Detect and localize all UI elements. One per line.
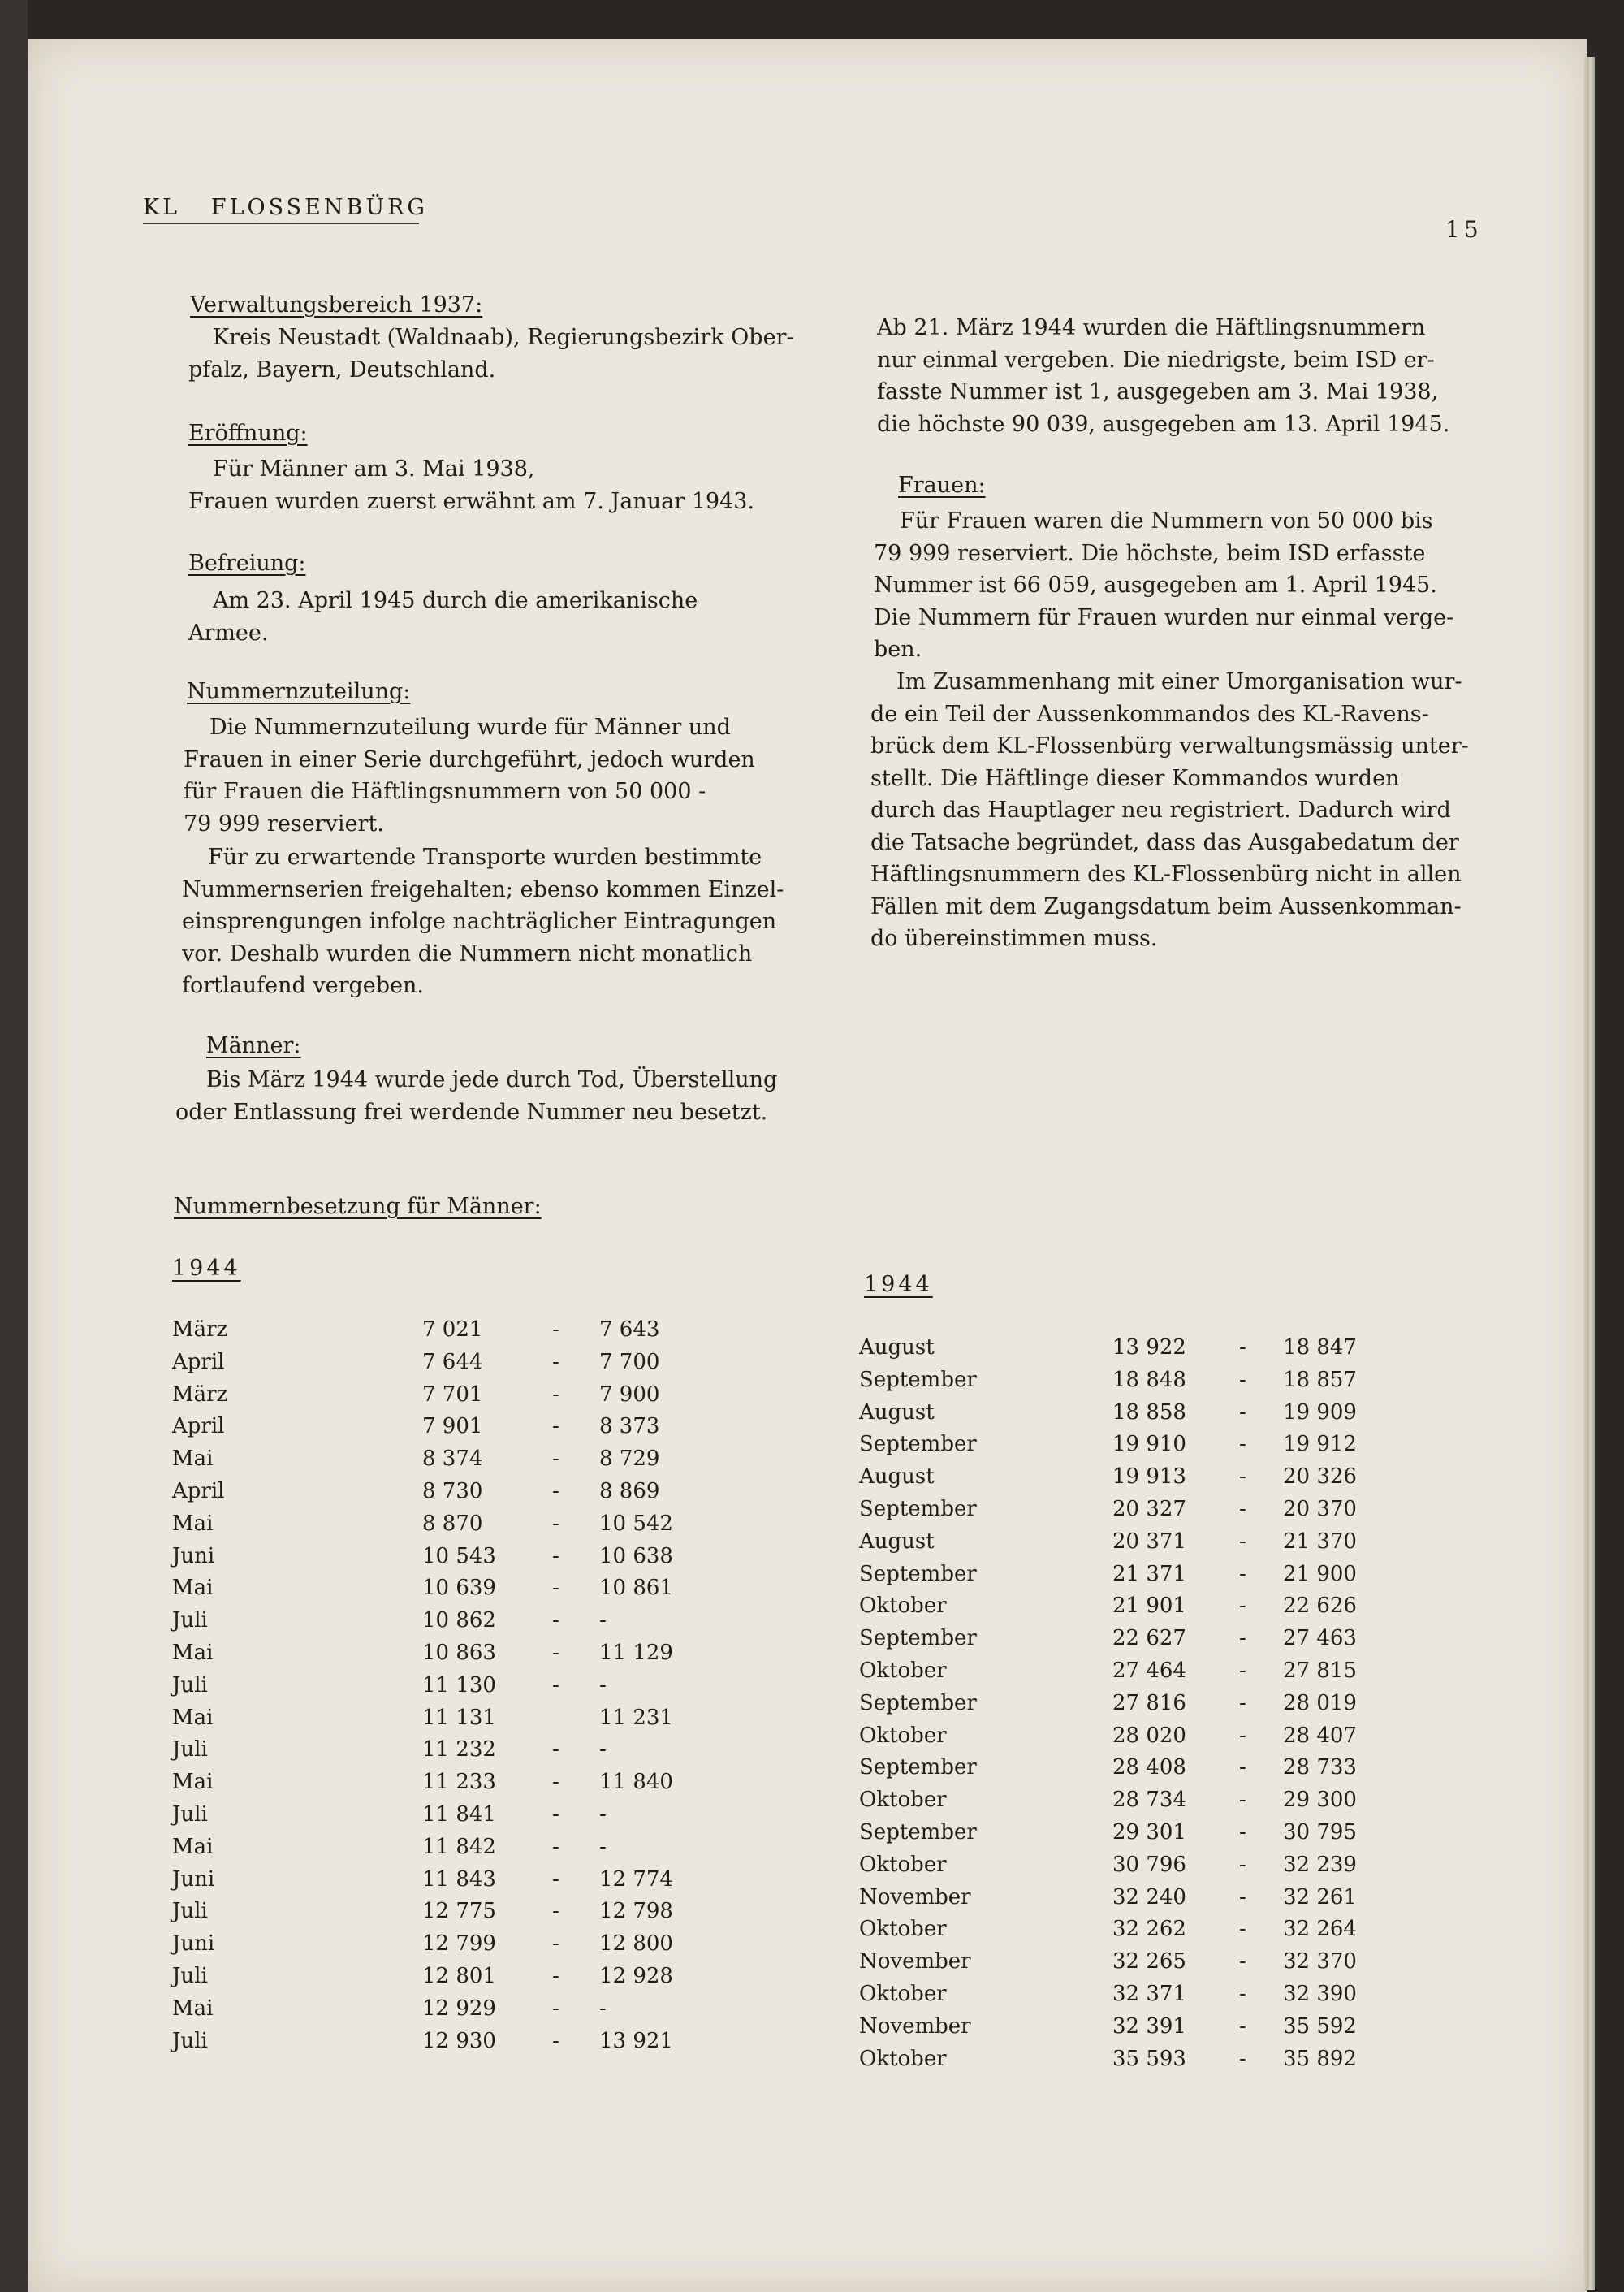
from-number-cell: 8 374 [422,1447,483,1472]
month-cell: Mai [172,1996,214,2021]
text-line: Kreis Neustadt (Waldnaab), Regierungsbezirk Ober- [213,325,794,350]
from-number-cell: 20 327 [1112,1496,1186,1521]
from-number-cell: 12 799 [422,1931,496,1957]
from-number-cell: 11 842 [422,1834,496,1859]
text-line: Bis März 1944 wurde jede durch Tod, Überstellung [206,1067,778,1092]
to-number-cell: 12 798 [599,1899,673,1924]
month-cell: Juli [172,1737,208,1762]
month-cell: März [172,1317,228,1342]
dash-cell: - [1239,1917,1246,1942]
to-number-cell: 32 370 [1283,1949,1357,1974]
from-number-cell: 8 730 [422,1478,483,1503]
text-line: Frauen wurden zuerst erwähnt am 7. Januar 1943. [188,488,755,514]
from-number-cell: 27 816 [1112,1690,1186,1715]
month-cell: März [172,1382,228,1407]
month-cell: November [859,1884,971,1909]
to-number-cell: 7 700 [599,1349,660,1374]
month-cell: August [859,1399,935,1425]
to-number-cell: 11 231 [599,1705,673,1730]
text-line: do übereinstimmen muss. [870,926,1158,951]
dash-cell: - [1239,1852,1246,1877]
text-line: Armee. [188,620,269,646]
table-row [0,1755,1543,1788]
month-cell: Oktober [859,1594,947,1619]
to-number-cell: 29 300 [1283,1788,1357,1813]
to-number-cell: 19 909 [1283,1399,1357,1425]
text-line: Für zu erwartende Transporte wurden bestimmte [208,845,762,870]
to-number-cell: 8 869 [599,1478,660,1503]
text-line: Im Zusammenhang mit einer Umorganisation wur- [896,669,1462,694]
dash-cell: - [552,1414,559,1439]
to-number-cell: - [599,1737,607,1762]
table-row [0,1658,1543,1691]
from-number-cell: 7 701 [422,1382,483,1407]
dash-cell: - [1239,2013,1246,2039]
table-row [0,1949,1543,1982]
from-number-cell: 32 240 [1112,1884,1186,1909]
from-number-cell: 11 841 [422,1801,496,1827]
month-cell: August [859,1464,935,1490]
text-line: Nummer ist 66 059, ausgegeben am 1. April 1945. [874,573,1437,598]
text-line: nur einmal vergeben. Die niedrigste, beim ISD er- [877,347,1435,373]
month-cell: November [859,1949,971,1974]
text-line: Die Nummernzuteilung wurde für Männer und [209,715,731,740]
dash-cell: - [552,1349,559,1374]
table-row [0,1464,1543,1497]
text-line: fasste Nummer ist 1, ausgegeben am 3. Mai 1938, [877,379,1439,404]
table-row [0,2047,1543,2079]
text-line: ben. [874,637,922,662]
paragraph-maenner [175,1064,777,1128]
text-line: Für Frauen waren die Nummern von 50 000 bis [900,508,1433,534]
dash-cell: - [552,1382,559,1407]
from-number-cell: 20 371 [1112,1529,1186,1554]
table-row [0,1400,1543,1433]
to-number-cell: 7 643 [599,1317,660,1342]
header-title: KL FLOSSENBÜRG [143,195,428,220]
from-number-cell: 28 020 [1112,1723,1186,1748]
to-number-cell: 22 626 [1283,1594,1357,1619]
month-cell: Juli [172,1801,208,1827]
dash-cell: - [552,1963,559,1988]
from-number-cell: 10 639 [422,1576,496,1601]
month-cell: April [172,1349,225,1374]
table-row [0,1529,1543,1562]
month-cell: Mai [172,1576,214,1601]
from-number-cell: 32 265 [1112,1949,1186,1974]
dash-cell: - [552,1834,559,1859]
dash-cell: - [1239,1884,1246,1909]
right-number-table [0,1335,1543,2078]
from-number-cell: 21 371 [1112,1561,1186,1586]
year-label-right: 1944 [864,1272,933,1297]
month-cell: September [859,1432,977,1457]
from-number-cell: 28 408 [1112,1755,1186,1780]
dash-cell: - [1239,1658,1246,1683]
month-cell: Juli [172,1963,208,1988]
dash-cell: - [1239,1432,1246,1457]
heading-befreiung: Befreiung: [188,551,306,576]
from-number-cell: 12 929 [422,1996,496,2021]
text-line: Für Männer am 3. Mai 1938, [213,456,535,482]
month-cell: Juli [172,1608,208,1633]
dash-cell: - [1239,1496,1246,1521]
month-cell: Mai [172,1447,214,1472]
to-number-cell: - [599,1834,607,1859]
dash-cell: - [552,1672,559,1697]
paragraph-frauen [874,505,1453,666]
month-cell: September [859,1561,977,1586]
dash-cell: - [1239,1626,1246,1651]
table-row [0,1335,1543,1368]
to-number-cell: 35 892 [1283,2046,1357,2071]
from-number-cell: 13 922 [1112,1335,1186,1360]
month-cell: August [859,1335,935,1360]
dash-cell: - [1239,2046,1246,2071]
table-row [0,1917,1543,1949]
dash-cell: - [1239,1464,1246,1490]
from-number-cell: 32 371 [1112,1981,1186,2006]
month-cell: Oktober [859,1852,947,1877]
month-cell: September [859,1819,977,1844]
to-number-cell: 7 900 [599,1382,660,1407]
month-cell: Oktober [859,1917,947,1942]
from-number-cell: 7 021 [422,1317,483,1342]
to-number-cell: 18 847 [1283,1335,1357,1360]
text-line: durch das Hauptlager neu registriert. Dadurch wird [870,798,1451,823]
from-number-cell: 28 734 [1112,1788,1186,1813]
to-number-cell: 28 407 [1283,1723,1357,1748]
text-line: Häftlingsnummern des KL-Flossenbürg nicht in allen [870,862,1462,887]
to-number-cell: 10 638 [599,1543,673,1568]
to-number-cell: 12 800 [599,1931,673,1957]
to-number-cell: 12 928 [599,1963,673,1988]
dash-cell: - [1239,1529,1246,1554]
dash-cell: - [552,1640,559,1665]
table-row [0,1853,1543,1885]
from-number-cell: 35 593 [1112,2046,1186,2071]
dash-cell: - [552,1801,559,1827]
month-cell: Mai [172,1770,214,1795]
from-number-cell: 30 796 [1112,1852,1186,1877]
table-row [0,1626,1543,1658]
dash-cell: - [552,1996,559,2021]
dash-cell: - [552,1576,559,1601]
text-line: Nummernserien freigehalten; ebenso kommen Einzel- [182,876,784,902]
month-cell: Oktober [859,1788,947,1813]
to-number-cell: 19 912 [1283,1432,1357,1457]
dash-cell: - [1239,1690,1246,1715]
year-label-left: 1944 [172,1256,241,1281]
text-line: die Tatsache begründet, dass das Ausgabedatum der [870,829,1459,855]
to-number-cell: 28 019 [1283,1690,1357,1715]
to-number-cell: 11 129 [599,1640,673,1665]
table-row [0,2014,1543,2047]
to-number-cell: - [599,1672,607,1697]
to-number-cell: 27 815 [1283,1658,1357,1683]
running-header [143,195,428,224]
month-cell: Oktober [859,1658,947,1683]
to-number-cell: 8 373 [599,1414,660,1439]
from-number-cell: 27 464 [1112,1658,1186,1683]
to-number-cell: - [599,1608,607,1633]
table-row [0,1368,1543,1400]
from-number-cell: 12 930 [422,2028,496,2053]
month-cell: November [859,2013,971,2039]
dash-cell: - [552,2028,559,2053]
from-number-cell: 11 232 [422,1737,496,1762]
to-number-cell: 21 370 [1283,1529,1357,1554]
to-number-cell: 32 264 [1283,1917,1357,1942]
table-row [0,1820,1543,1853]
table-row [0,1885,1543,1918]
month-cell: August [859,1529,935,1554]
from-number-cell: 19 910 [1112,1432,1186,1457]
dash-cell: - [552,1899,559,1924]
to-number-cell: 10 861 [599,1576,673,1601]
dash-cell: - [1239,1723,1246,1748]
text-line: Fällen mit dem Zugangsdatum beim Aussenkomman- [870,893,1462,919]
text-line: Frauen in einer Serie durchgeführt, jedoch wurden [184,746,755,772]
from-number-cell: 32 262 [1112,1917,1186,1942]
month-cell: Juli [172,1899,208,1924]
to-number-cell: 18 857 [1283,1367,1357,1392]
from-number-cell: 22 627 [1112,1626,1186,1651]
dash-cell: - [1239,1594,1246,1619]
heading-maenner: Männer: [206,1033,301,1058]
table-row [0,1497,1543,1529]
to-number-cell: 20 370 [1283,1496,1357,1521]
from-number-cell: 8 870 [422,1511,483,1536]
paragraph-eroeffnung [188,453,754,517]
to-number-cell: 32 239 [1283,1852,1357,1877]
paragraph-transporte [182,841,784,1002]
heading-verwaltungsbereich: Verwaltungsbereich 1937: [190,292,483,318]
to-number-cell: 13 921 [599,2028,673,2053]
table-row [0,1594,1543,1626]
table-row [0,1562,1543,1594]
dash-cell: - [552,1543,559,1568]
month-cell: Mai [172,1511,214,1536]
month-cell: Oktober [859,1981,947,2006]
dash-cell: - [552,1931,559,1957]
dash-cell: - [1239,1949,1246,1974]
dash-cell: - [552,1478,559,1503]
to-number-cell: 8 729 [599,1447,660,1472]
text-line: stellt. Die Häftlinge dieser Kommandos wurden [870,765,1400,791]
text-line: fortlaufend vergeben. [182,973,424,998]
heading-frauen: Frauen: [898,473,986,498]
page-edge [1583,57,1595,2290]
month-cell: September [859,1626,977,1651]
text-line: die höchste 90 039, ausgegeben am 13. April 1945. [877,411,1450,437]
to-number-cell: - [599,1801,607,1827]
text-line: Am 23. April 1945 durch die amerikanische [213,588,698,613]
heading-nummernzuteilung: Nummernzuteilung: [187,679,411,704]
from-number-cell: 10 862 [422,1608,496,1633]
month-cell: September [859,1755,977,1780]
month-cell: Juni [172,1931,215,1957]
text-line: 79 999 reserviert. [184,811,384,837]
dash-cell: - [552,1770,559,1795]
text-line: brück dem KL-Flossenbürg verwaltungsmässig unter- [870,733,1469,759]
from-number-cell: 21 901 [1112,1594,1186,1619]
table-row [0,1788,1543,1820]
from-number-cell: 11 131 [422,1705,496,1730]
paragraph-nummernzuteilung [184,711,755,840]
to-number-cell: 11 840 [599,1770,673,1795]
month-cell: September [859,1367,977,1392]
from-number-cell: 11 130 [422,1672,496,1697]
from-number-cell: 12 801 [422,1963,496,1988]
page-number: 15 [1445,216,1483,243]
heading-nummernbesetzung: Nummernbesetzung für Männer: [174,1194,542,1219]
to-number-cell: 21 900 [1283,1561,1357,1586]
paragraph-intro [877,312,1449,440]
heading-eroeffnung: Eröffnung: [188,421,308,446]
from-number-cell: 10 543 [422,1543,496,1568]
to-number-cell: 27 463 [1283,1626,1357,1651]
dash-cell: - [1239,1788,1246,1813]
month-cell: Juni [172,1543,215,1568]
dash-cell: - [552,1317,559,1342]
month-cell: Oktober [859,2046,947,2071]
dash-cell: - [1239,1561,1246,1586]
dash-cell: - [552,1737,559,1762]
dash-cell: - [552,1511,559,1536]
dash-cell: - [552,1447,559,1472]
text-line: für Frauen die Häftlingsnummern von 50 000 - [184,779,706,804]
month-cell: Mai [172,1640,214,1665]
paragraph-befreiung [188,585,698,649]
to-number-cell: 32 261 [1283,1884,1357,1909]
from-number-cell: 11 233 [422,1770,496,1795]
month-cell: Juli [172,1672,208,1697]
paragraph-verwaltungsbereich [188,322,794,386]
dash-cell: - [1239,1367,1246,1392]
paragraph-umorganisation [870,666,1469,955]
dash-cell: - [1239,1335,1246,1360]
dash-cell: - [552,1866,559,1892]
dash-cell: - [552,1608,559,1633]
text-line: vor. Deshalb wurden die Nummern nicht monatlich [182,941,753,967]
dash-cell: - [1239,1755,1246,1780]
from-number-cell: 32 391 [1112,2013,1186,2039]
from-number-cell: 7 644 [422,1349,483,1374]
text-line: einsprengungen infolge nachträglicher Eintragungen [182,909,777,934]
month-cell: Oktober [859,1723,947,1748]
from-number-cell: 29 301 [1112,1819,1186,1844]
from-number-cell: 18 848 [1112,1367,1186,1392]
from-number-cell: 11 843 [422,1866,496,1892]
table-row [0,1982,1543,2014]
to-number-cell: 35 592 [1283,2013,1357,2039]
from-number-cell: 10 863 [422,1640,496,1665]
dash-cell: - [1239,1399,1246,1425]
from-number-cell: 18 858 [1112,1399,1186,1425]
to-number-cell: 28 733 [1283,1755,1357,1780]
table-row [0,1723,1543,1756]
month-cell: September [859,1496,977,1521]
month-cell: September [859,1690,977,1715]
from-number-cell: 7 901 [422,1414,483,1439]
to-number-cell: 30 795 [1283,1819,1357,1844]
to-number-cell: 12 774 [599,1866,673,1892]
to-number-cell: 20 326 [1283,1464,1357,1490]
table-row [0,1432,1543,1464]
table-row [0,1691,1543,1723]
text-line: 79 999 reserviert. Die höchste, beim ISD erfasste [874,540,1426,566]
month-cell: Mai [172,1705,214,1730]
text-line: de ein Teil der Aussenkommandos des KL-Ravens- [870,701,1429,727]
from-number-cell: 19 913 [1112,1464,1186,1490]
month-cell: April [172,1478,225,1503]
to-number-cell: 32 390 [1283,1981,1357,2006]
to-number-cell: - [599,1996,607,2021]
month-cell: April [172,1414,225,1439]
text-line: pfalz, Bayern, Deutschland. [188,357,496,383]
text-line: Ab 21. März 1944 wurden die Häftlingsnummern [877,315,1426,340]
text-line: Die Nummern für Frauen wurden nur einmal verge- [874,604,1454,630]
dash-cell: - [1239,1981,1246,2006]
month-cell: Mai [172,1834,214,1859]
text-line: oder Entlassung frei werdende Nummer neu besetzt. [175,1099,768,1125]
from-number-cell: 12 775 [422,1899,496,1924]
dash-cell: - [1239,1819,1246,1844]
month-cell: Juni [172,1866,215,1892]
month-cell: Juli [172,2028,208,2053]
to-number-cell: 10 542 [599,1511,673,1536]
